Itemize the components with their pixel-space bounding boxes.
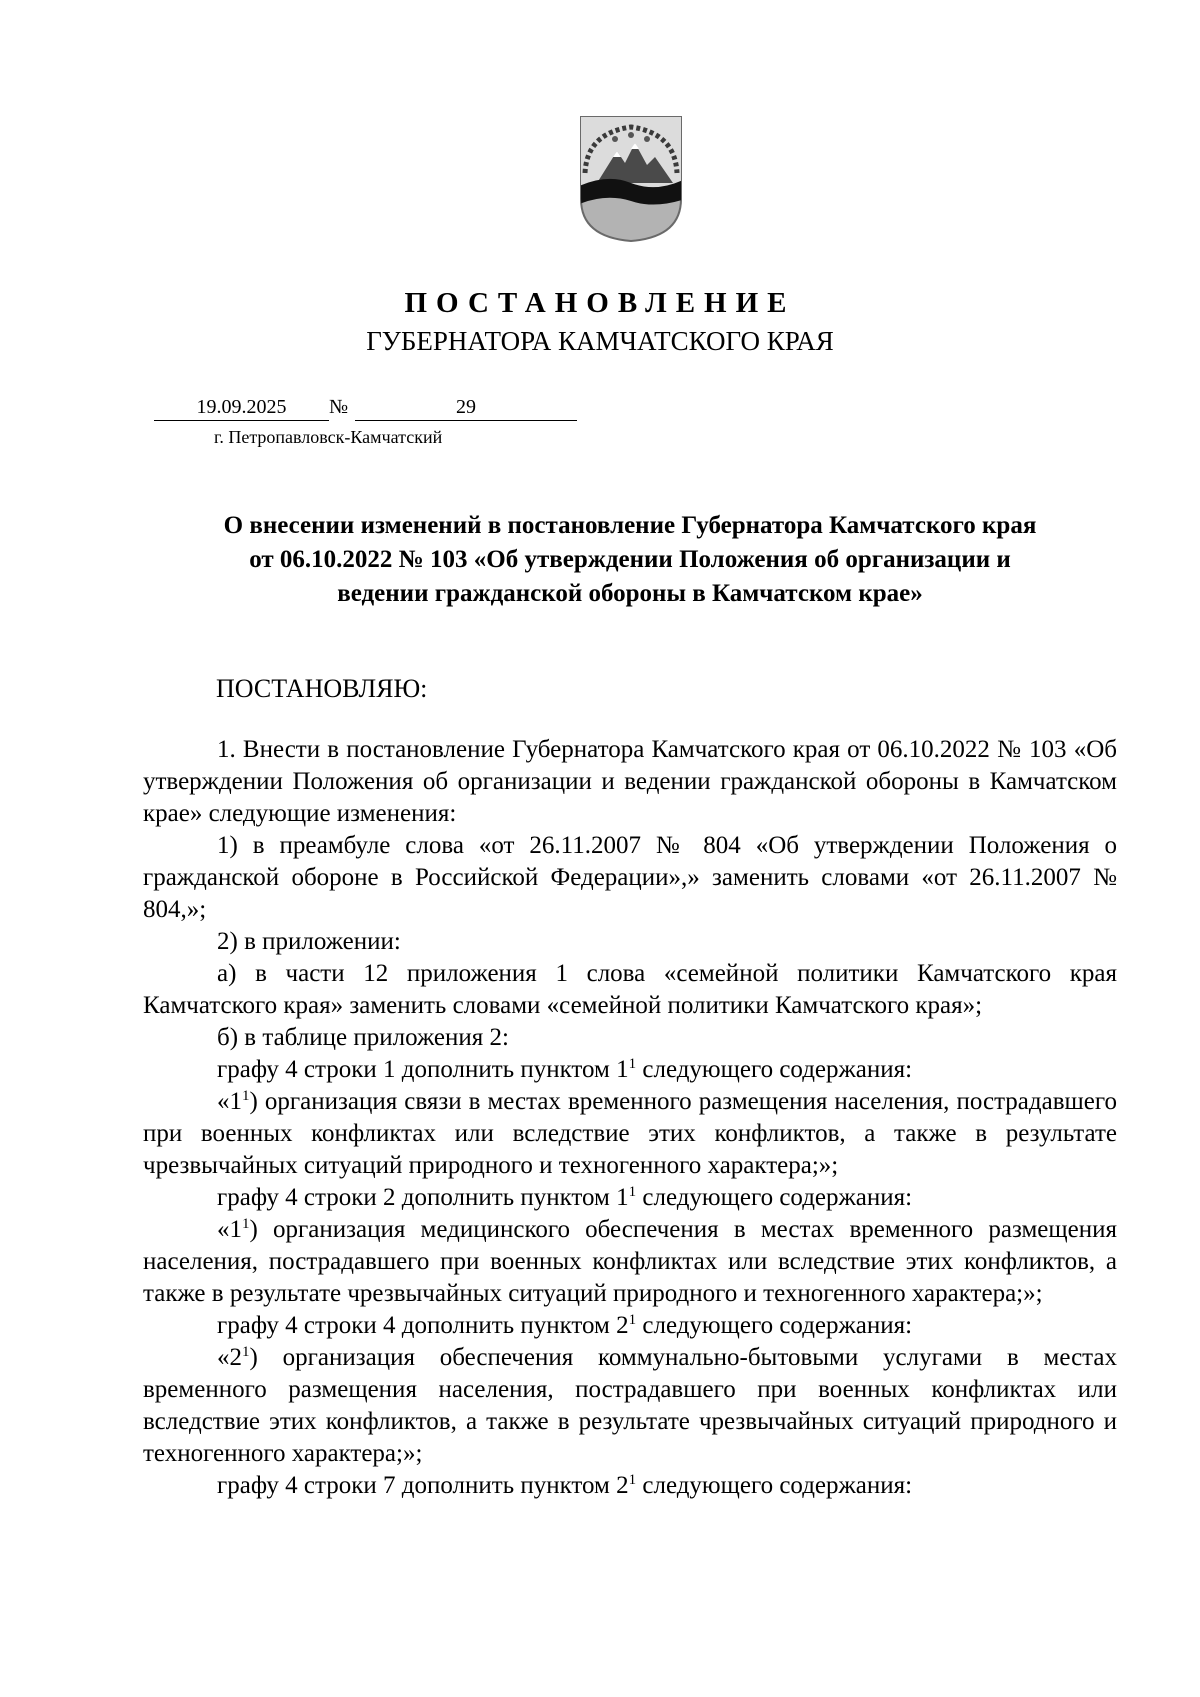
- title-line: ведении гражданской обороны в Камчатском крае»: [337, 580, 923, 607]
- issuer-heading: ГУБЕРНАТОРА КАМЧАТСКОГО КРАЯ: [366, 326, 834, 356]
- body-paragraph: 2) в приложении:: [217, 928, 401, 955]
- text-part: следующего содержания:: [636, 1056, 913, 1083]
- superscript: 1: [628, 1184, 637, 1200]
- body-paragraph: [143, 1310, 1117, 1342]
- text-part: графу 4 строки 7 дополнить пунктом 2: [217, 1472, 629, 1499]
- body-paragraph: б) в таблице приложения 2:: [217, 1024, 509, 1051]
- body-paragraph: а) в части 12 приложения 1 слова «семейной политики Камчатского края Камчатского края» заменить словами «семейной политики Камчатского края»;: [143, 960, 1117, 1019]
- superscript: 1: [628, 1056, 637, 1072]
- body-paragraph: 1. Внести в постановление Губернатора Камчатского края от 06.10.2022 № 103 «Об утверждении Положения об организации и ведении гражданской обороны в Камчатском крае» следующие изменения:: [143, 736, 1117, 827]
- document-number: 29: [355, 396, 577, 421]
- title-line: О внесении изменений в постановление Губернатора Камчатского края: [223, 512, 1037, 539]
- body-paragraph: [143, 1182, 1117, 1214]
- superscript: 1: [242, 1088, 250, 1104]
- document-title: [140, 509, 1120, 611]
- text-part: «1: [217, 1216, 242, 1243]
- text-part: следующего содержания:: [636, 1312, 913, 1339]
- superscript: 1: [242, 1344, 250, 1360]
- document-date: 19.09.2025: [154, 396, 329, 421]
- document-city: г. Петропавловск-Камчатский: [214, 427, 443, 447]
- body-paragraph: [143, 1086, 1117, 1182]
- text-part: следующего содержания:: [636, 1184, 913, 1211]
- text-part: ) организация обеспечения коммунально-бытовыми услугами в местах временного размещения населения, пострадавшего при военных конфликтах или вследствие этих конфликтов, а также в результате чрезвычайных ситуаций природного и техногенного характера;»;: [143, 1344, 1117, 1467]
- body-paragraph: 1) в преамбуле слова «от 26.11.2007 № 804 «Об утверждении Положения о гражданской обороне в Российской Федерации»,» заменить словами «от 26.11.2007 № 804,»;: [143, 832, 1117, 923]
- document-body: [143, 734, 1117, 1502]
- text-part: «2: [217, 1344, 242, 1371]
- superscript: 1: [628, 1472, 637, 1488]
- document-type-heading: ПОСТАНОВЛЕНИЕ: [404, 287, 796, 319]
- text-part: графу 4 строки 1 дополнить пунктом 1: [217, 1056, 629, 1083]
- title-line: от 06.10.2022 № 103 «Об утверждении Положения об организации и: [249, 546, 1011, 573]
- text-part: следующего содержания:: [636, 1472, 913, 1499]
- body-paragraph: [143, 1342, 1117, 1470]
- text-part: графу 4 строки 2 дополнить пунктом 1: [217, 1184, 629, 1211]
- text-part: ) организация медицинского обеспечения в местах временного размещения населения, пострадавшего при военных конфликтах или вследствие этих конфликтов, а также в результате чрезвычайных ситуаций природного и техногенного характера;»;: [143, 1216, 1117, 1307]
- superscript: 1: [242, 1216, 250, 1232]
- body-paragraph: [143, 1214, 1117, 1310]
- text-part: графу 4 строки 4 дополнить пунктом 2: [217, 1312, 629, 1339]
- text-part: «1: [217, 1088, 242, 1115]
- number-sign: №: [329, 396, 349, 418]
- body-paragraph: [143, 1470, 1117, 1502]
- decree-word: ПОСТАНОВЛЯЮ:: [216, 674, 428, 703]
- text-part: ) организация связи в местах временного размещения населения, пострадавшего при военных конфликтах или вследствие этих конфликтов, а также в результате чрезвычайных ситуаций природного и техногенного характера;»;: [143, 1088, 1117, 1179]
- kamchatka-coat-of-arms-icon: [577, 113, 685, 243]
- superscript: 1: [628, 1312, 637, 1328]
- body-paragraph: [143, 1054, 1117, 1086]
